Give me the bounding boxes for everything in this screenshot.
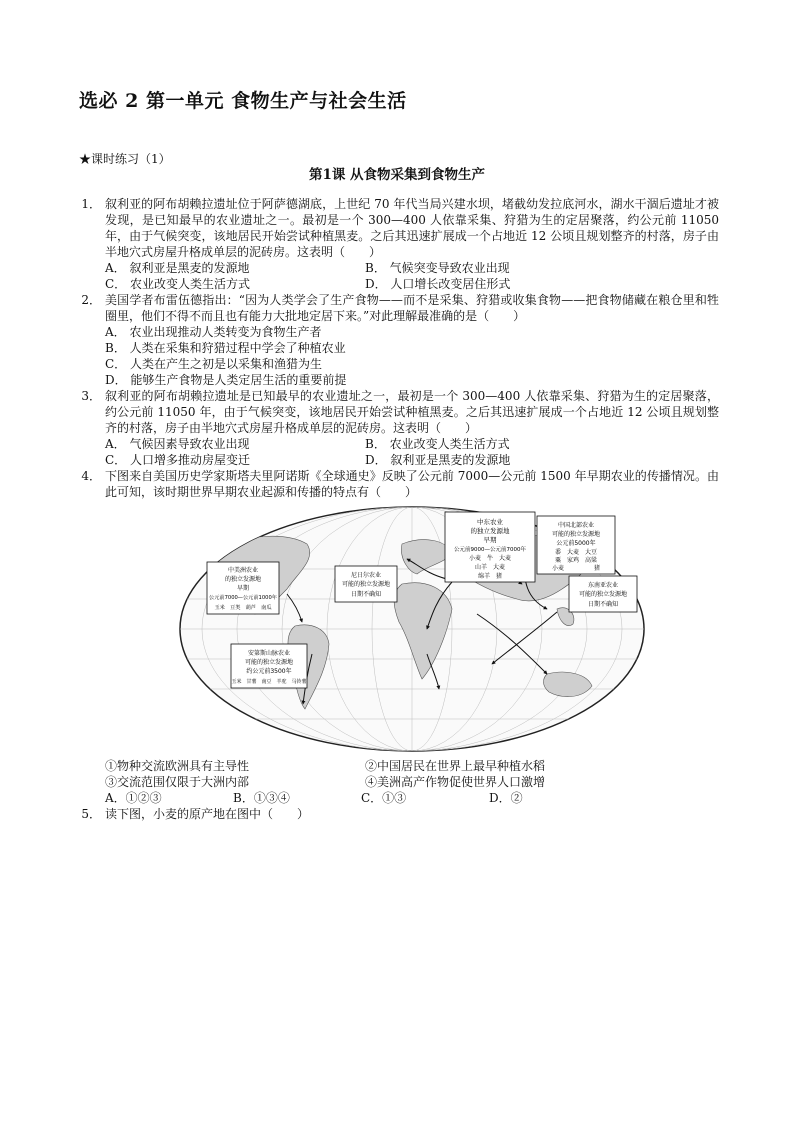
question-stem: 美国学者布雷伍德指出：“因为人类学会了生产食物——而不是采集、狩猎或收集食物——把食物储藏在粮仓里和牲圈里，他们不得不而且也有能力大批地定居下来。”对此理解最准确的是（ ） (105, 293, 719, 323)
option-b[interactable]: B． 人类在采集和狩猎过程中学会了种植农业 (105, 341, 346, 355)
statement-3: ③交流范围仅限于大洲内部 (105, 775, 250, 789)
svg-text:玉米 豆类 葫芦 南瓜: 玉米 豆类 葫芦 南瓜 (214, 605, 272, 611)
option-c[interactable]: C．①③ (361, 791, 407, 805)
svg-text:的独立发源地: 的独立发源地 (224, 576, 262, 583)
question-number: 3． (81, 389, 101, 403)
option-d[interactable]: D． 能够生产食物是人类定居生活的重要前提 (105, 373, 347, 387)
agriculture-spread-map (177, 504, 647, 754)
label-north-china (537, 516, 615, 574)
svg-text:中东农业: 中东农业 (477, 518, 503, 526)
label-andes (231, 644, 307, 688)
svg-text:山羊 大麦: 山羊 大麦 (474, 564, 506, 571)
svg-text:玉米 甘薯 南豆 羊驼 马铃薯: 玉米 甘薯 南豆 羊驼 马铃薯 (231, 679, 307, 685)
question-stem: 叙利亚的阿布胡赖拉遗址是已知最早的农业遗址之一，最初是一个 300—400 人依靠采集、狩猎为生的定居聚落，约公元前 11050 年，由于气候突变，该地居民开始尝试种植黑麦。之后其迅速扩展成一个占地近 12 公顷且规划整齐的村落，房子由半地穴式房屋升格成单层的泥砖房。这表明（ ） (105, 389, 719, 435)
question-2 (79, 292, 719, 388)
option-c[interactable]: C． 人口增多推动房屋变迁 (105, 453, 250, 467)
svg-text:公元前9000—公元前7000年: 公元前9000—公元前7000年 (454, 547, 526, 553)
question-number: 2． (81, 293, 101, 307)
svg-text:早期: 早期 (236, 585, 250, 592)
svg-text:的独立发源地: 的独立发源地 (470, 527, 510, 535)
svg-text:可能的独立发源地: 可能的独立发源地 (578, 591, 628, 598)
option-d[interactable]: D． 叙利亚是黑麦的发源地 (365, 453, 511, 467)
svg-text:东南亚农业: 东南亚农业 (587, 582, 619, 589)
svg-text:日期不确知: 日期不确知 (587, 601, 619, 608)
option-b[interactable]: B．①③④ (233, 791, 290, 805)
question-4 (79, 468, 719, 806)
label-middle-east (445, 512, 535, 582)
option-a[interactable]: A． 叙利亚是黑麦的发源地 (105, 261, 250, 275)
page-title: 选必 2 第一单元 食物生产与社会生活 (79, 90, 407, 112)
option-b[interactable]: B． 气候突变导致农业出现 (365, 261, 510, 275)
svg-text:中美洲农业: 中美洲农业 (227, 567, 259, 574)
question-stem: 读下图，小麦的原产地在图中（ ） (105, 807, 310, 821)
practice-label: ★课时练习（1） (79, 152, 171, 166)
question-stem: 下图来自美国历史学家斯塔夫里阿诺斯《全球通史》反映了公元前 7000—公元前 1500 年早期农业的传播情况。由此可知，该时期世界早期农业起源和传播的特点有（ ） (105, 469, 719, 499)
svg-text:小麦 猪: 小麦 猪 (551, 565, 601, 572)
option-a[interactable]: A． 气候因素导致农业出现 (105, 437, 250, 451)
statement-4: ④美洲高产作物促使世界人口激增 (365, 775, 546, 789)
svg-text:粟 家鸡 高粱: 粟 家鸡 高粱 (554, 557, 598, 564)
option-a[interactable]: A．①②③ (105, 791, 162, 805)
svg-text:小麦 牛 大麦: 小麦 牛 大麦 (468, 555, 512, 562)
label-southeast-asia (569, 576, 637, 612)
question-3 (79, 388, 719, 468)
lesson-title: 第1课 从食物采集到食物生产 (308, 167, 486, 183)
svg-text:公元前7000—公元前1000年: 公元前7000—公元前1000年 (209, 595, 277, 601)
label-sub-sahara (335, 566, 397, 602)
statement-1: ①物种交流欧洲具有主导性 (105, 759, 250, 773)
question-number: 4． (81, 469, 101, 483)
svg-text:黍 大麦 大豆: 黍 大麦 大豆 (554, 549, 598, 556)
svg-text:公元前5000年: 公元前5000年 (556, 540, 596, 547)
option-a[interactable]: A． 农业出现推动人类转变为食物生产者 (105, 325, 322, 339)
label-mesoamerica (207, 562, 279, 614)
question-list (79, 196, 719, 822)
svg-text:可能的独立发源地: 可能的独立发源地 (341, 581, 391, 588)
svg-text:日期不确知: 日期不确知 (350, 591, 382, 598)
svg-text:安第斯山脉农业: 安第斯山脉农业 (247, 650, 291, 657)
option-b[interactable]: B． 农业改变人类生活方式 (365, 437, 510, 451)
question-number: 5． (81, 807, 101, 821)
svg-text:早期: 早期 (483, 536, 497, 544)
option-d[interactable]: D． 人口增长改变居住形式 (365, 277, 511, 291)
question-1 (79, 196, 719, 292)
option-d[interactable]: D．② (489, 791, 523, 805)
svg-text:可能的独立发源地: 可能的独立发源地 (551, 531, 601, 538)
svg-text:可能的独立发源地: 可能的独立发源地 (244, 659, 294, 666)
statement-2: ②中国居民在世界上最早种植水稻 (365, 759, 546, 773)
option-c[interactable]: C． 农业改变人类生活方式 (105, 277, 250, 291)
option-c[interactable]: C． 人类在产生之初是以采集和渔猎为生 (105, 357, 322, 371)
question-5 (79, 806, 719, 822)
svg-text:尼日尔农业: 尼日尔农业 (350, 572, 382, 579)
svg-text:中国北部农业: 中国北部农业 (557, 522, 595, 529)
question-number: 1． (81, 197, 101, 211)
question-stem: 叙利亚的阿布胡赖拉遗址位于阿萨德湖底，上世纪 70 年代当局兴建水坝，堵截幼发拉底河水，湖水干涸后遗址才被发现，是已知最早的农业遗址之一。最初是一个 300—400 人依靠采集、狩猎为生的定居聚落，约公元前 11050 年，由于气候突变，该地居民开始尝试种植黑麦。之后其迅速扩展成一个占地近 12 公顷且规划整齐的村落，房子由半地穴式房屋升格成单层的泥砖房。这表明（ ） (105, 197, 719, 259)
svg-text:约公元前3500年: 约公元前3500年 (246, 668, 292, 675)
svg-text:绵羊 猪: 绵羊 猪 (477, 573, 503, 580)
